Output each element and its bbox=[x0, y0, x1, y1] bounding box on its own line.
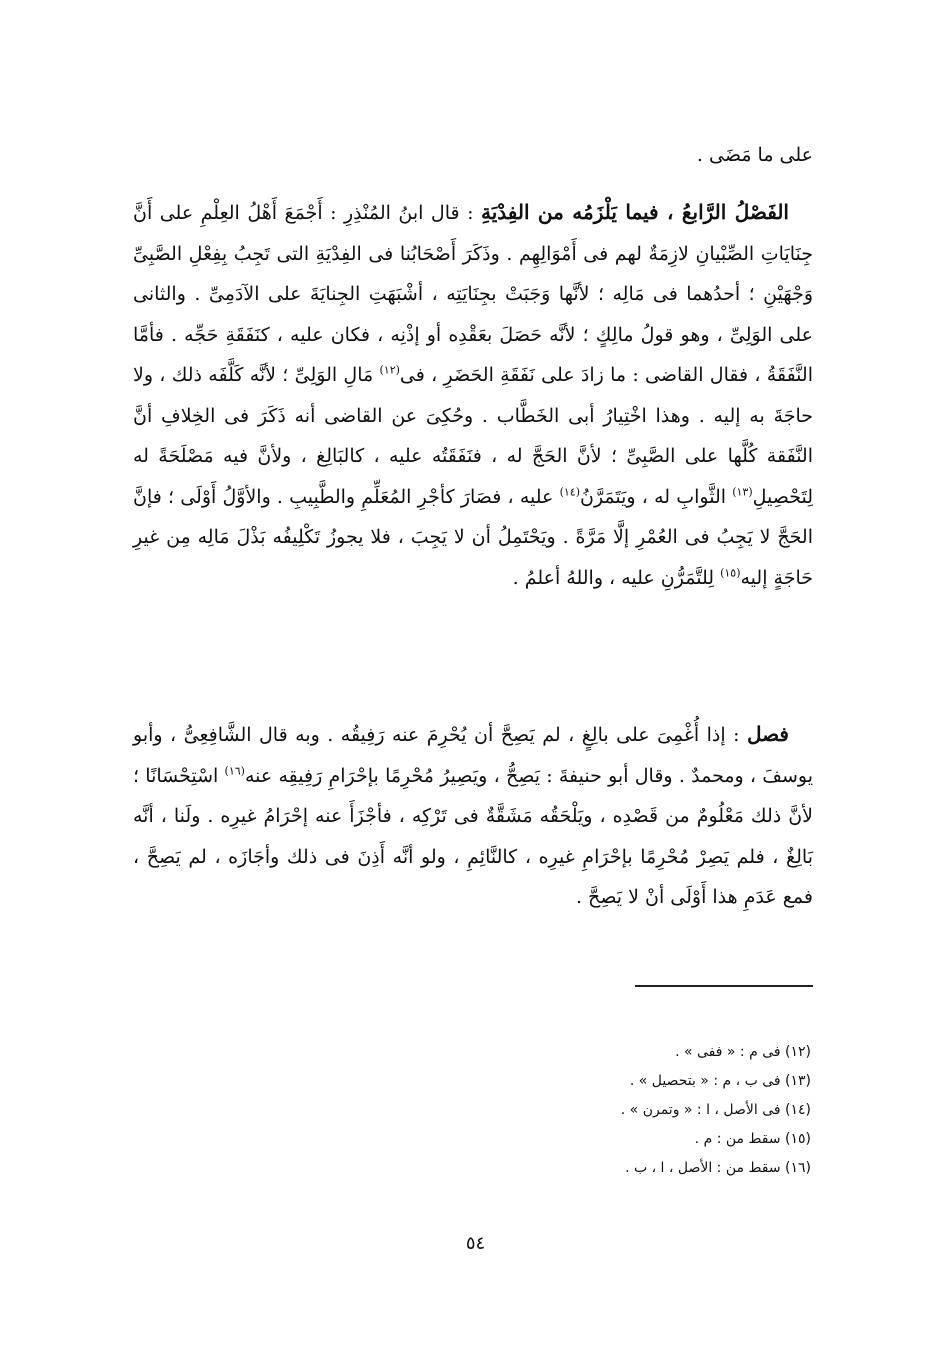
paragraph-text: : قال ابنُ المُنْذِرِ : أَجْمَعَ أَهْلُ العِلْمِ على أَنَّ جِنَايَاتِ الصِّبْيانِ لازِمَةٌ لهم فى أَمْوَالِهِم . وذَكَرَ أَصْحَابُنا فى الفِدْيَةِ التى تَجِبُ بِفِعْلِ الصَّبِىِّ وَجْهَيْنِ ؛ أحدُهما فى مَالِه ؛ لأنَّها وَجَبَتْ بجِنَايَتِه ، أشْبَهَتِ الجِنايَةَ على الآدَمِىِّ . والثانى على الوَلِىِّ ، وهو قولُ مالِكٍ ؛ لأنَّه حَصَلَ بعَقْدِه أو إذْنِه ، فكان عليه ، كنَفَقَةِ حَجِّه . فأمَّا النَّفَقَةُ ، فقال القاضى : ما زادَ على نَفَقَةِ الحَضَرِ ، فى bbox=[133, 202, 813, 386]
page-number: ٥٤ bbox=[465, 1233, 486, 1254]
footnote: (١٦) سقط من : الأصل ، ا ، ب . bbox=[625, 1160, 811, 1176]
footnote-divider bbox=[635, 985, 813, 987]
footnote: (١٥) سقط من : م . bbox=[694, 1131, 811, 1147]
footnote-ref: (١٦) bbox=[224, 764, 245, 778]
footnotes-list bbox=[131, 1038, 811, 1183]
paragraph-text: عليه ، فصَارَ كأجْرِ المُعَلِّمِ والطَّبِيبِ . والأوَّلُ أَوْلَى ؛ فإنَّ الحَجَّ لا يَجِبُ فى العُمْرِ إلَّا مَرَّةً . ويَحْتَمِلُ أن لا يَجِبَ ، فلا يجوزُ تَكْلِيفُه بَذْلَ مَالِه مِن غيرِ حَاجَةٍ إليه bbox=[133, 485, 813, 589]
footnote-ref: (١٣) bbox=[732, 485, 753, 499]
footnote-ref: (١٤) bbox=[559, 485, 580, 499]
paragraph-fourth-section bbox=[133, 192, 813, 598]
paragraph-text: الثَّوابِ له ، ويَتَمَرَّنُ bbox=[579, 485, 733, 508]
paragraph-text: مَالِ الوَلِىِّ ؛ لأنَّه كَلَّفَه ذلك ، ولا حاجَةَ به إليه . وهذا اخْتِيارُ أبى الخَطَّاب . وحُكِىَ عن القاضى أنه ذَكَرَ فى الخِلافِ أنَّ النَّفَقة كُلَّها على الصَّبِىِّ ؛ لأنَّ الحَجَّ له ، فنَفَقَتُه عليه ، كالبَالِغ ، ولأنَّ فيه مَصْلَحَةً له لِتَحْصِيلِ bbox=[133, 364, 814, 508]
paragraph-text: اسْتِحْسَانًا ؛ لأنَّ ذلك مَعْلُومٌ من قَصْدِه ، ويَلْحَقُه مَشَقَّةٌ فى تَرْكِه ، فأجْزَأَ عنه إحْرَامُ غيرِه . ولَنا ، أنَّه بَالِغٌ ، فلم يَصِرْ مُحْرِمًا بإحْرَامِ غيرِه ، كالنَّائِمِ ، ولو أنَّه أَذِنَ فى ذلك وأجَازَه ، لم يَصِحَّ ، فمع عَدَمِ هذا أَوْلَى أنْ لا يَصِحَّ . bbox=[133, 764, 813, 908]
opening-line: على ما مَضَى . bbox=[696, 144, 813, 166]
paragraph-text: : إذا أُغْمِىَ على بالِغٍ ، لم يَصِحَّ أن يُحْرِمَ عنه رَفِيقُه . وبه قال الشَّافِعِىُّ ، وأبو يوسفَ ، ومحمدٌ . وقال أبو حنيفةَ : يَصِحُّ ، ويَصِيرُ مُحْرِمًا بإحْرَامِ رَفِيقِه عنه bbox=[133, 724, 813, 787]
footnote-ref: (١٢) bbox=[379, 363, 400, 377]
footnote: (١٤) فى الأصل ، ا : « وتمرن » . bbox=[620, 1102, 811, 1118]
paragraph-fasl bbox=[133, 714, 813, 918]
paragraph-text: لِلتَّمَرُّنِ عليه ، واللهُ أعلمُ . bbox=[512, 566, 721, 589]
footnote: (١٣) فى ب ، م : « بتحصيل » . bbox=[629, 1073, 811, 1089]
section-heading: فصل bbox=[746, 722, 789, 746]
footnote: (١٢) فى م : « ففى » . bbox=[675, 1044, 811, 1060]
footnote-ref: (١٥) bbox=[720, 566, 741, 580]
section-heading: الفَصْلُ الرَّابعُ ، فيما يَلْزَمُه من الفِدْيَةِ bbox=[480, 200, 789, 224]
